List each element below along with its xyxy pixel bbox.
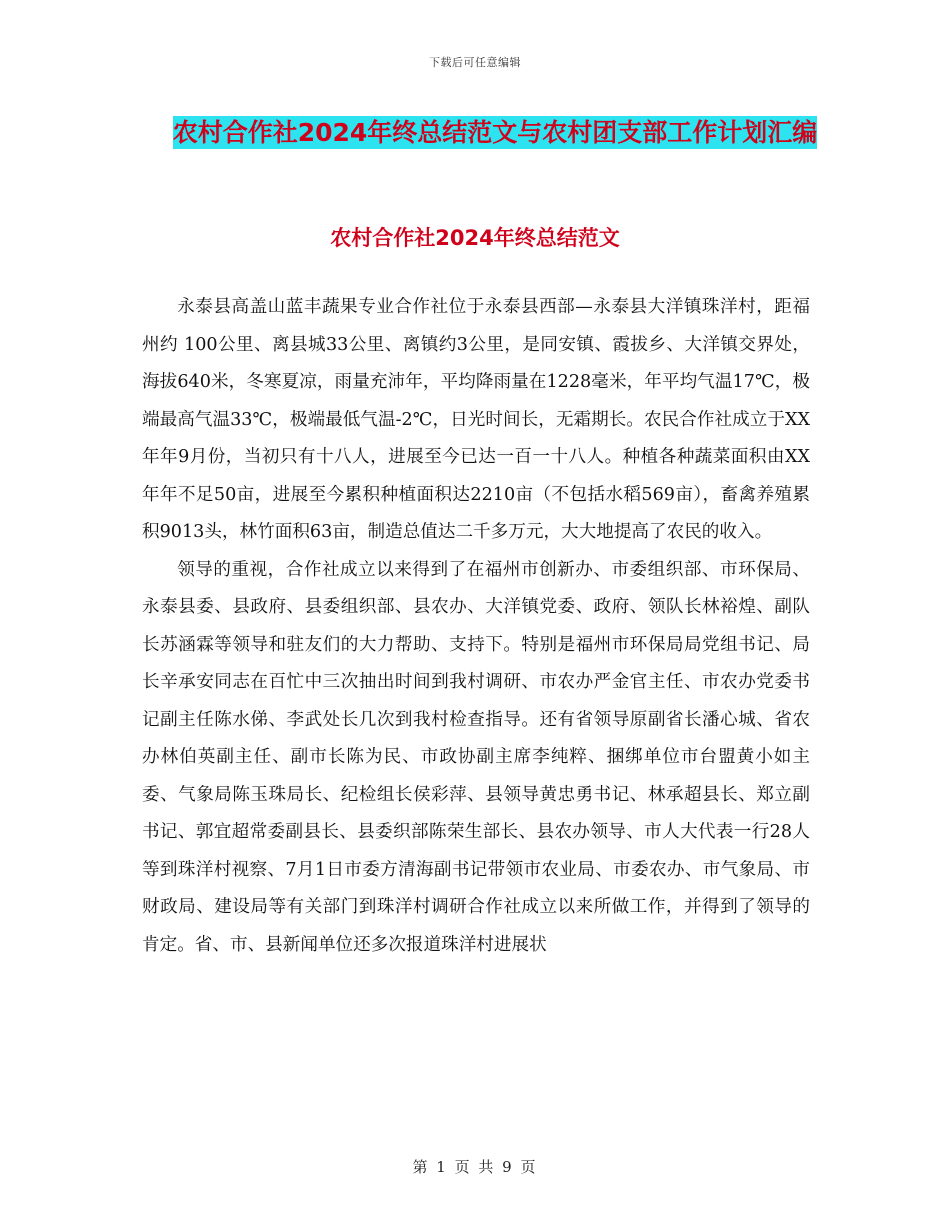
- header-note: 下载后可任意编辑: [429, 56, 521, 69]
- section-title: 农村合作社2024年终总结范文: [330, 226, 620, 250]
- document-title: [140, 110, 850, 156]
- page-number-footer: 第 1 页 共 9 页: [412, 1158, 538, 1176]
- document-body: [142, 289, 810, 964]
- body-paragraph-1: 永泰县高盖山蓝丰蔬果专业合作社位于永泰县西部—永泰县大洋镇珠洋村，距福州约 100公里、离县城33公里、离镇约3公里，是同安镇、霞拔乡、大洋镇交界处，海拔640米，冬寒夏凉，雨量充沛年，平均降雨量在1228毫米，年平均气温17℃，极端最高气温33℃，极端最低气温-2℃，日光时间长，无霜期长。农民合作社成立于XX年年9月份，当初只有十八人，进展至今已达一百一十八人。种植各种蔬菜面积由XX年年不足50亩，进展至今累积种植面积达2210亩（不包括水稻569亩），畜禽养殖累积9013头，林竹面积63亩，制造总值达二千多万元，大大地提高了农民的收入。: [142, 297, 810, 542]
- body-paragraph-2: 领导的重视，合作社成立以来得到了在福州市创新办、市委组织部、市环保局、永泰县委、县政府、县委组织部、县农办、大洋镇党委、政府、领队长林裕煌、副队长苏涵霖等领导和驻友们的大力帮助、支持下。特别是福州市环保局局党组书记、局长辛承安同志在百忙中三次抽出时间到我村调研、市农办严金官主任、市农办党委书记副主任陈水俤、李武处长几次到我村检查指导。还有省领导原副省长潘心城、省农办林伯英副主任、副市长陈为民、市政协副主席李纯粹、捆绑单位市台盟黄小如主委、气象局陈玉珠局长、纪检组长侯彩萍、县领导黄忠勇书记、林承超县长、郑立副书记、郭宜超常委副县长、县委织部陈荣生部长、县农办领导、市人大代表一行28人等到珠洋村视察、7月1日市委方清海副书记带领市农业局、市委农办、市气象局、市财政局、建设局等有关部门到珠洋村调研合作社成立以来所做工作，并得到了领导的肯定。省、市、县新闻单位还多次报道珠洋村进展状: [142, 559, 810, 955]
- document-title-text: 农村合作社2024年终总结范文与农村团支部工作计划汇编: [172, 118, 818, 147]
